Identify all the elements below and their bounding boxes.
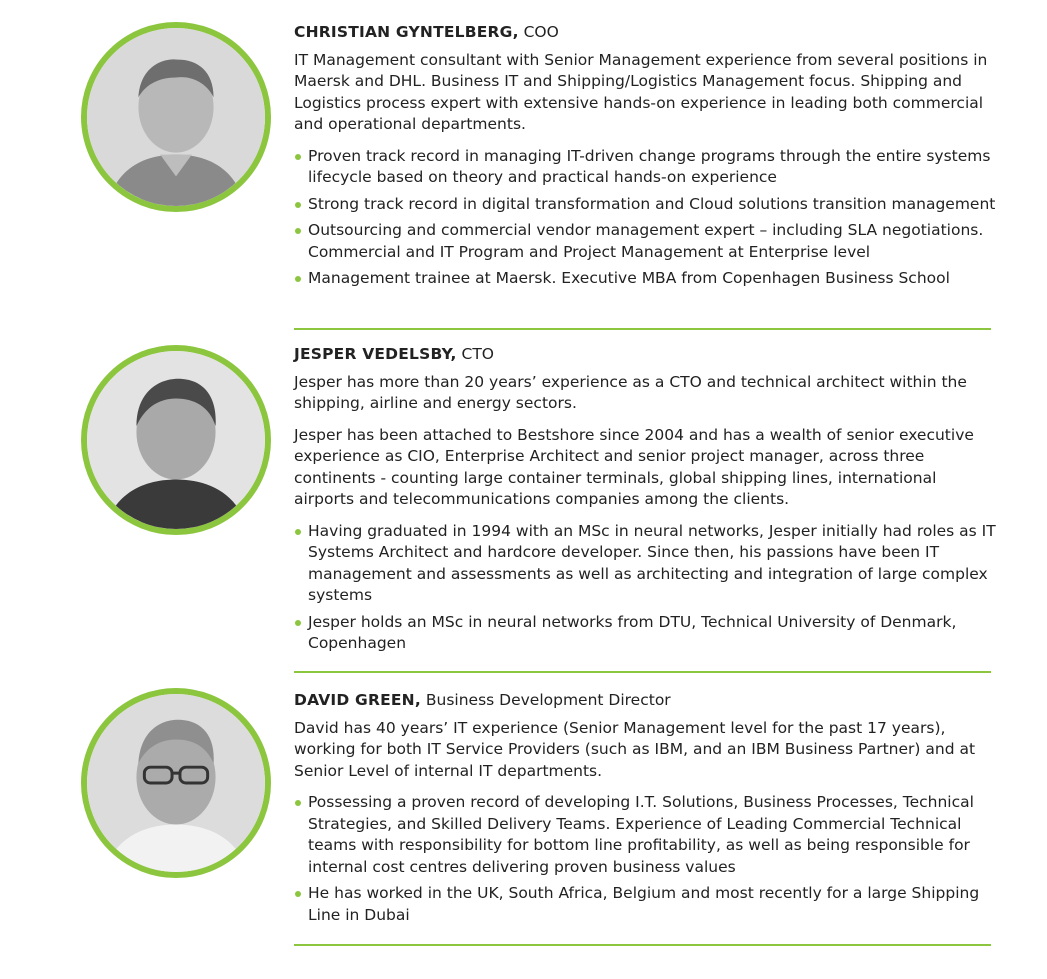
portrait-placeholder-icon — [87, 351, 265, 529]
portrait-placeholder-icon — [87, 28, 265, 206]
profile-text — [294, 22, 999, 295]
bio-paragraph: David has 40 years’ IT experience (Senior Management level for the past 17 years), working for both IT Service Providers (such as IBM, and an IBM Business Partner) and at Senior Level of internal IT departments. — [294, 718, 976, 780]
bio-paragraph: Jesper has been attached to Bestshore since 2004 and has a wealth of senior executive experience as CIO, Enterprise Architect and senior project manager, across three continents - counting large container terminals, global shipping lines, international airports and telecommunications companies among the clients. — [294, 425, 974, 508]
profile-jesper-vedelsby — [0, 330, 1047, 673]
profile-david-green — [0, 673, 1047, 979]
profile-text — [294, 690, 999, 931]
bio-bullet-list — [294, 521, 999, 655]
profile-text — [294, 344, 999, 660]
profile-heading — [294, 22, 999, 44]
person-name: DAVID GREEN, — [294, 691, 421, 709]
portrait-photo — [81, 345, 271, 535]
person-role: Business Development Director — [420, 691, 671, 709]
profile-heading — [294, 344, 999, 366]
bio-bullet: Possessing a proven record of developing I.T. Solutions, Business Processes, Technical Strategies, and Skilled Delivery Teams. Experience of Leading Commercial Technical teams with responsibility for bottom line profitability, as well as being responsible for internal cost centres delivering proven business values — [294, 792, 999, 878]
profile-christian-gyntelberg — [0, 0, 1047, 330]
person-role: CTO — [456, 345, 495, 363]
person-name: CHRISTIAN GYNTELBERG, — [294, 23, 519, 41]
section-divider — [294, 944, 991, 946]
profile-heading — [294, 690, 999, 712]
bio-bullet: Strong track record in digital transformation and Cloud solutions transition management — [294, 194, 999, 216]
bio-bullet: Having graduated in 1994 with an MSc in neural networks, Jesper initially had roles as IT Systems Architect and hardcore developer. Since then, his passions have been IT management and assessments as well as architecting and integration of large complex systems — [294, 521, 999, 607]
bio-bullet-list — [294, 792, 999, 926]
portrait-photo — [81, 22, 271, 212]
bio-bullet: Management trainee at Maersk. Executive MBA from Copenhagen Business School — [294, 268, 999, 290]
portrait-placeholder-icon — [87, 694, 265, 872]
person-name: JESPER VEDELSBY, — [294, 345, 457, 363]
portrait-photo — [81, 688, 271, 878]
bio-paragraph: IT Management consultant with Senior Management experience from several positions in Maersk and DHL. Business IT and Shipping/Logistics Management focus. Shipping and Logistics process expert with extensive hands-on experience in leading both commercial and operational departments. — [294, 50, 988, 133]
bio-bullet: Proven track record in managing IT-driven change programs through the entire systems lifecycle based on theory and practical hands-on experience — [294, 146, 999, 189]
bio-paragraph: Jesper has more than 20 years’ experience as a CTO and technical architect within the shipping, airline and energy sectors. — [294, 372, 967, 412]
bio-bullet: Jesper holds an MSc in neural networks from DTU, Technical University of Denmark, Copenhagen — [294, 612, 999, 655]
bio-bullet-list — [294, 146, 999, 290]
person-role: COO — [518, 23, 559, 41]
bio-bullet: He has worked in the UK, South Africa, Belgium and most recently for a large Shipping Line in Dubai — [294, 883, 999, 926]
bio-bullet: Outsourcing and commercial vendor management expert – including SLA negotiations. Commercial and IT Program and Project Management at Enterprise level — [294, 220, 999, 263]
